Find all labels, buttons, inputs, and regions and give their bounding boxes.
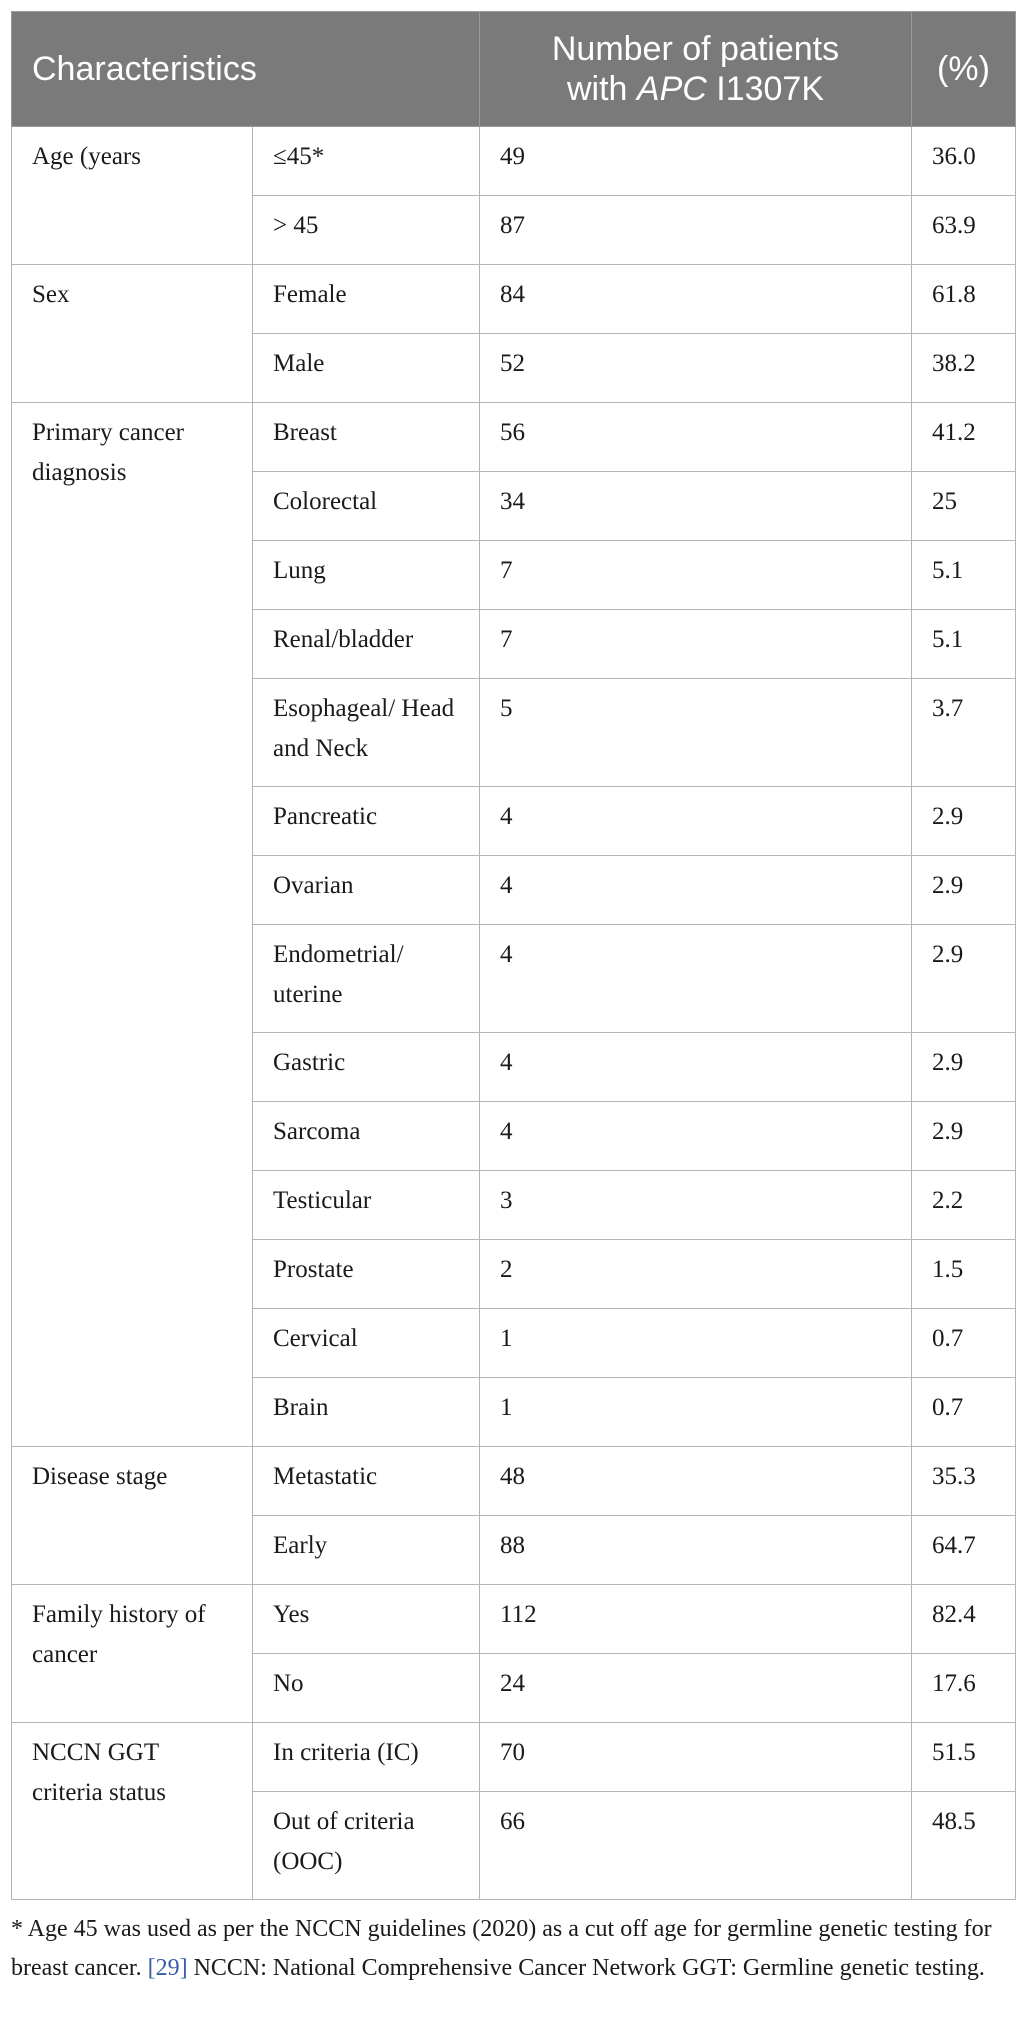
row-percent: 48.5	[912, 1792, 1016, 1900]
row-percent: 5.1	[912, 610, 1016, 679]
row-count: 112	[480, 1585, 912, 1654]
row-percent: 35.3	[912, 1447, 1016, 1516]
group-primary-cancer: Primary cancer diagnosis	[12, 403, 253, 1447]
row-subcategory: Sarcoma	[253, 1102, 480, 1171]
row-subcategory: Ovarian	[253, 856, 480, 925]
reference-link[interactable]: [29]	[147, 1955, 188, 1981]
row-percent: 0.7	[912, 1309, 1016, 1378]
row-count: 34	[480, 472, 912, 541]
row-count: 52	[480, 334, 912, 403]
row-subcategory: No	[253, 1654, 480, 1723]
row-subcategory: Esophageal/ Head and Neck	[253, 679, 480, 787]
table-row	[12, 1447, 1016, 1516]
table-container	[11, 11, 1015, 1900]
row-count: 4	[480, 925, 912, 1033]
table-row	[12, 265, 1016, 334]
row-percent: 5.1	[912, 541, 1016, 610]
row-percent: 25	[912, 472, 1016, 541]
row-subcategory: Out of criteria (OOC)	[253, 1792, 480, 1900]
row-count: 7	[480, 541, 912, 610]
row-count: 48	[480, 1447, 912, 1516]
row-count: 1	[480, 1309, 912, 1378]
row-subcategory: Breast	[253, 403, 480, 472]
table-row	[12, 1723, 1016, 1792]
row-subcategory: Gastric	[253, 1033, 480, 1102]
row-count: 4	[480, 856, 912, 925]
header-gene: APC	[636, 70, 707, 108]
table-row	[12, 403, 1016, 472]
patient-characteristics-table	[11, 11, 1016, 1900]
row-percent: 2.9	[912, 1033, 1016, 1102]
group-disease-stage: Disease stage	[12, 1447, 253, 1585]
row-percent: 1.5	[912, 1240, 1016, 1309]
row-subcategory: Female	[253, 265, 480, 334]
row-percent: 36.0	[912, 127, 1016, 196]
row-percent: 2.9	[912, 787, 1016, 856]
row-subcategory: Metastatic	[253, 1447, 480, 1516]
row-subcategory: Male	[253, 334, 480, 403]
row-subcategory: Early	[253, 1516, 480, 1585]
row-subcategory: ≤45*	[253, 127, 480, 196]
row-count: 70	[480, 1723, 912, 1792]
row-percent: 2.9	[912, 925, 1016, 1033]
row-subcategory: > 45	[253, 196, 480, 265]
row-subcategory: Testicular	[253, 1171, 480, 1240]
table-body	[12, 127, 1016, 1900]
row-count: 5	[480, 679, 912, 787]
row-subcategory: Yes	[253, 1585, 480, 1654]
header-characteristics: Characteristics	[12, 12, 480, 127]
footnote-abbreviations: NCCN: National Comprehensive Cancer Network GGT: Germline genetic testing.	[187, 1955, 985, 1981]
row-count: 88	[480, 1516, 912, 1585]
row-count: 84	[480, 265, 912, 334]
row-subcategory: Renal/bladder	[253, 610, 480, 679]
row-percent: 0.7	[912, 1378, 1016, 1447]
row-count: 24	[480, 1654, 912, 1723]
group-family-history: Family history of cancer	[12, 1585, 253, 1723]
footnote-text: * Age 45 was used as per the NCCN guidelines (2020) as a cut off age for germline genetic testing for breast cancer.	[11, 1916, 992, 1981]
row-percent: 51.5	[912, 1723, 1016, 1792]
header-number-line2-prefix: with	[566, 70, 637, 108]
header-percent: (%)	[912, 12, 1016, 127]
row-percent: 63.9	[912, 196, 1016, 265]
row-subcategory: Lung	[253, 541, 480, 610]
row-count: 49	[480, 127, 912, 196]
row-count: 2	[480, 1240, 912, 1309]
row-count: 4	[480, 787, 912, 856]
row-percent: 82.4	[912, 1585, 1016, 1654]
group-nccn-criteria: NCCN GGT criteria status	[12, 1723, 253, 1900]
row-subcategory: In criteria (IC)	[253, 1723, 480, 1792]
row-percent: 17.6	[912, 1654, 1016, 1723]
table-row	[12, 127, 1016, 196]
row-count: 7	[480, 610, 912, 679]
row-percent: 2.2	[912, 1171, 1016, 1240]
row-percent: 3.7	[912, 679, 1016, 787]
row-percent: 38.2	[912, 334, 1016, 403]
row-count: 3	[480, 1171, 912, 1240]
row-percent: 2.9	[912, 856, 1016, 925]
row-percent: 41.2	[912, 403, 1016, 472]
group-age: Age (years	[12, 127, 253, 265]
row-count: 4	[480, 1102, 912, 1171]
group-sex: Sex	[12, 265, 253, 403]
row-percent: 64.7	[912, 1516, 1016, 1585]
row-count: 66	[480, 1792, 912, 1900]
header-number-line1: Number of patients	[551, 30, 840, 68]
row-percent: 2.9	[912, 1102, 1016, 1171]
table-header	[12, 12, 1016, 127]
row-subcategory: Endometrial/ uterine	[253, 925, 480, 1033]
row-count: 1	[480, 1378, 912, 1447]
table-row	[12, 1585, 1016, 1654]
row-count: 4	[480, 1033, 912, 1102]
row-subcategory: Pancreatic	[253, 787, 480, 856]
row-subcategory: Cervical	[253, 1309, 480, 1378]
row-count: 56	[480, 403, 912, 472]
row-percent: 61.8	[912, 265, 1016, 334]
row-subcategory: Prostate	[253, 1240, 480, 1309]
row-subcategory: Colorectal	[253, 472, 480, 541]
table-footnote	[11, 1910, 1015, 1988]
header-variant: I1307K	[706, 70, 825, 108]
row-count: 87	[480, 196, 912, 265]
header-number-of-patients	[480, 12, 912, 127]
row-subcategory: Brain	[253, 1378, 480, 1447]
